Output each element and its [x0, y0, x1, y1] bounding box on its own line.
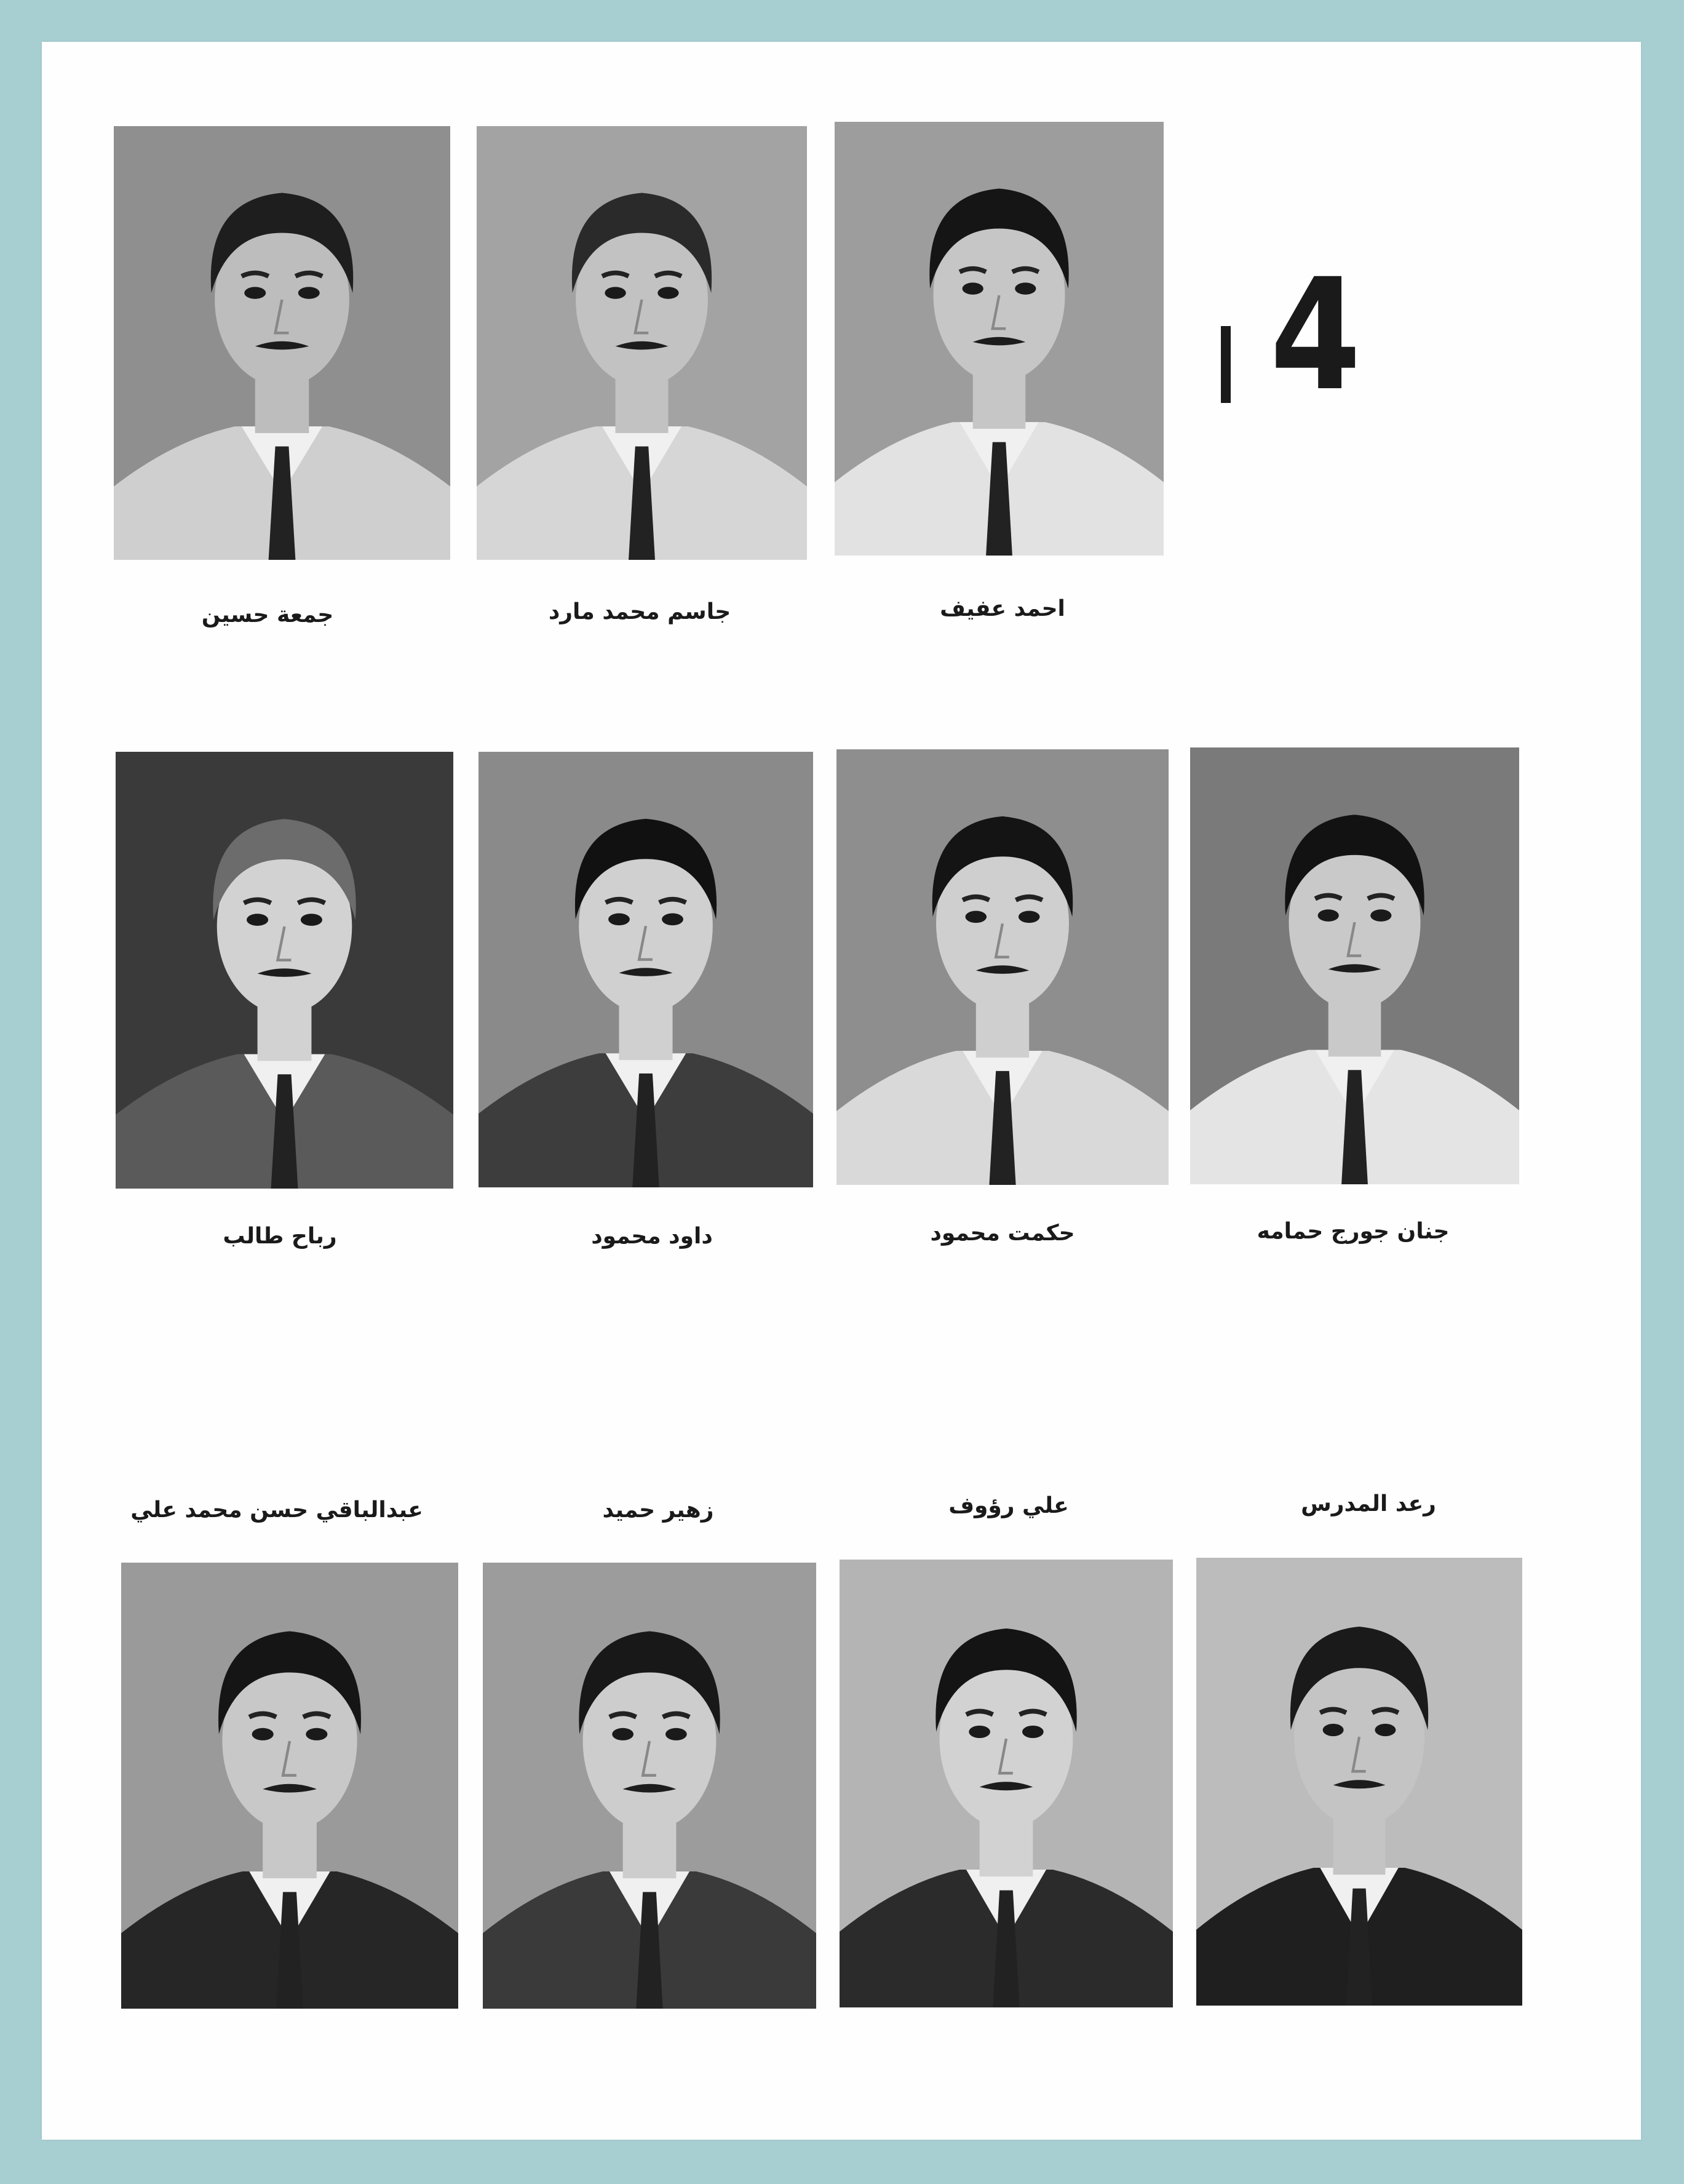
- right-eye: [662, 914, 683, 926]
- left-eye: [612, 1728, 633, 1740]
- person-name: علي رؤوف: [948, 1493, 1069, 1518]
- portrait-drawing: [483, 1563, 816, 2009]
- person-name: حكمت محمود: [930, 1221, 1075, 1246]
- person-name: جنان جورج حمامه: [1257, 1219, 1450, 1244]
- right-eye: [1375, 1724, 1396, 1736]
- portrait-photo: [477, 126, 807, 560]
- right-eye: [657, 287, 678, 299]
- person-name: داود محمود: [591, 1224, 713, 1249]
- person-name: رعد المدرس: [1301, 1491, 1436, 1516]
- portrait-photo: [114, 126, 450, 560]
- portrait-photo: [835, 122, 1164, 556]
- page-number-mark: [1221, 326, 1231, 403]
- portrait-drawing: [835, 122, 1164, 556]
- left-eye: [1318, 909, 1339, 922]
- left-eye: [605, 287, 626, 299]
- left-eye: [1323, 1724, 1344, 1736]
- portrait-photo: [1196, 1558, 1522, 2006]
- portrait-drawing: [1190, 747, 1519, 1184]
- portrait-drawing: [477, 126, 807, 560]
- left-eye: [247, 914, 268, 926]
- right-eye: [1015, 282, 1036, 295]
- left-eye: [966, 911, 987, 923]
- portrait-drawing: [114, 126, 450, 560]
- right-eye: [301, 914, 322, 926]
- portrait-drawing: [116, 752, 453, 1189]
- portrait-drawing: [479, 752, 813, 1187]
- page-number-digit: 4: [1270, 245, 1361, 424]
- person-name: رباح طالب: [223, 1224, 337, 1249]
- person-name: زهير حميد: [602, 1497, 714, 1523]
- left-eye: [244, 287, 266, 299]
- person-name: عبدالباقي حسن محمد علي: [130, 1497, 423, 1523]
- portrait-drawing: [840, 1560, 1173, 2007]
- left-eye: [969, 1726, 990, 1738]
- person-name: احمد عفيف: [940, 596, 1065, 621]
- person-name: جاسم محمد مارد: [548, 599, 731, 624]
- portrait-photo: [1190, 747, 1519, 1184]
- portrait-photo: [116, 752, 453, 1189]
- right-eye: [1019, 911, 1040, 923]
- left-eye: [252, 1728, 274, 1740]
- right-eye: [298, 287, 320, 299]
- right-eye: [665, 1728, 687, 1740]
- portrait-drawing: [1196, 1558, 1522, 2006]
- right-eye: [1370, 909, 1391, 922]
- portrait-photo: [840, 1560, 1173, 2007]
- portrait-drawing: [836, 749, 1169, 1185]
- person-name: جمعة حسين: [201, 602, 334, 628]
- right-eye: [306, 1728, 327, 1740]
- portrait-drawing: [121, 1563, 458, 2009]
- portrait-photo: [479, 752, 813, 1187]
- left-eye: [608, 914, 630, 926]
- portrait-photo: [121, 1563, 458, 2009]
- left-eye: [963, 282, 983, 295]
- portrait-photo: [836, 749, 1169, 1185]
- portrait-photo: [483, 1563, 816, 2009]
- right-eye: [1022, 1726, 1044, 1738]
